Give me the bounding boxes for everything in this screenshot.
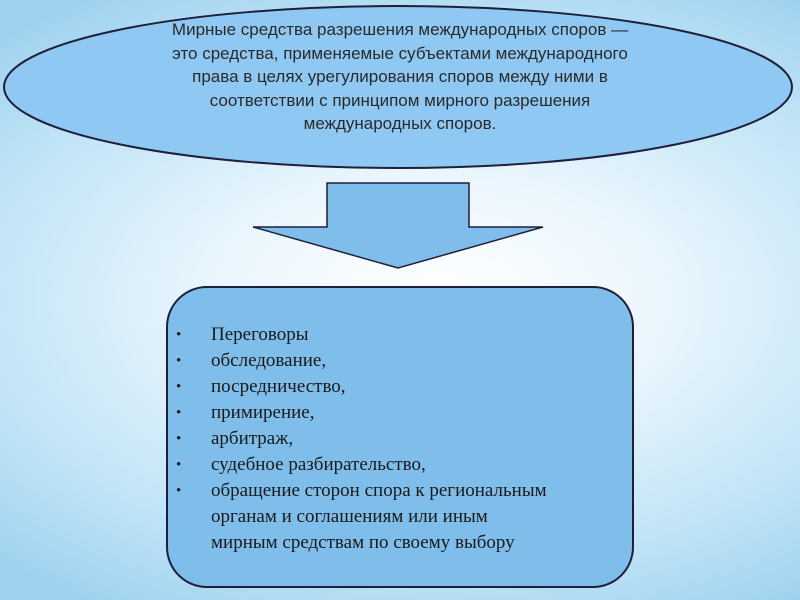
bullet-icon: • [176,431,182,447]
means-item-text: примирение, [211,402,315,423]
means-item-text: судебное разбирательство, [211,454,426,475]
means-list-item [172,348,632,374]
means-list-item [172,374,632,400]
means-list-item [172,400,632,426]
means-list-item [172,322,632,348]
definition-line: права в целях урегулирования споров между ними в [192,67,608,86]
bullet-icon: • [176,379,182,395]
means-list-item [172,478,632,556]
bullet-icon: • [176,353,182,369]
bullet-icon: • [176,483,182,499]
means-item-text: мирным средствам по своему выбору [211,532,515,553]
means-item-text: Переговоры [211,324,309,345]
means-item-text: обследование, [211,350,327,371]
means-item-text: арбитраж, [211,428,294,449]
down-arrow [253,183,543,268]
bullet-icon: • [176,405,182,421]
bullet-icon: • [176,327,182,343]
bullet-icon: • [176,457,182,473]
definition-line: соответствии с принципом мирного разрешения [209,90,591,110]
definition-line: международных споров. [303,114,497,133]
means-list-item [172,426,632,452]
definition-line: Мирные средства разрешения международных споров — [171,20,629,39]
means-list-item [172,452,632,478]
means-item-text: органам и соглашениям или иным [211,506,488,527]
means-list [172,322,632,556]
means-item-text: обращение сторон спора к региональным [211,480,547,501]
means-item-text: посредничество, [211,376,346,397]
definition-line: это средства, применяемые субъектами международного [172,43,628,63]
definition-text [105,18,695,136]
